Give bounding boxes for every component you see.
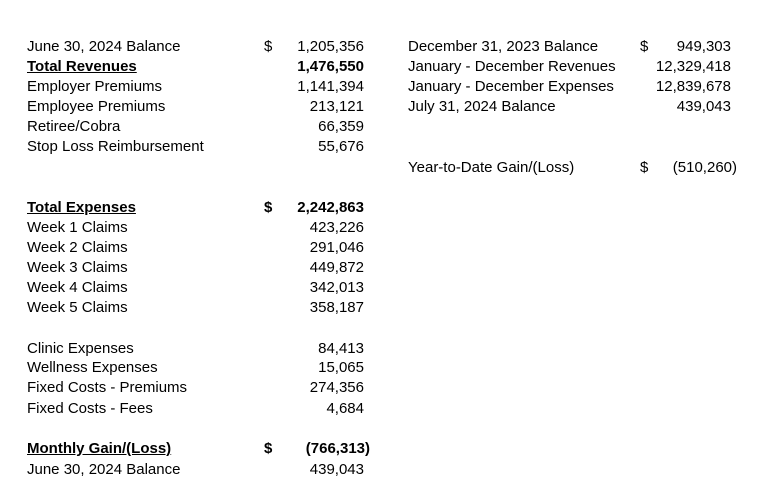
revenue-item-label: Stop Loss Reimbursement	[27, 138, 204, 155]
claims-label: Week 4 Claims	[27, 279, 128, 296]
other-expense-value: 15,065	[318, 359, 364, 376]
other-expense-value: 274,356	[309, 379, 364, 396]
ytd-closing-balance-value: 439,043	[676, 98, 731, 115]
ytd-revenues-value: 12,329,418	[655, 58, 731, 75]
opening-balance-value: 1,205,356	[297, 38, 364, 55]
claims-value: 342,013	[309, 279, 364, 296]
ytd-expenses-label: January - December Expenses	[408, 78, 614, 95]
ytd-revenues-label: January - December Revenues	[408, 58, 616, 75]
closing-balance-value: 439,043	[309, 461, 364, 478]
revenue-item-value: 55,676	[318, 138, 364, 155]
opening-balance-label: June 30, 2024 Balance	[27, 38, 181, 55]
monthly-gain-loss-value: (766,313)	[305, 440, 370, 457]
other-expense-value: 84,413	[318, 340, 364, 357]
revenue-item-label: Employee Premiums	[27, 98, 166, 115]
other-expense-label: Clinic Expenses	[27, 340, 134, 357]
claims-label: Week 5 Claims	[27, 299, 128, 316]
currency-symbol: $	[640, 38, 649, 55]
claims-value: 449,872	[309, 259, 364, 276]
closing-balance-label: June 30, 2024 Balance	[27, 461, 181, 478]
revenue-item-value: 1,141,394	[297, 78, 364, 95]
other-expense-label: Fixed Costs - Fees	[27, 400, 153, 417]
ytd-closing-balance-label: July 31, 2024 Balance	[408, 98, 556, 115]
currency-symbol: $	[640, 159, 649, 176]
ytd-opening-balance-label: December 31, 2023 Balance	[408, 38, 599, 55]
total-expenses-label: Total Expenses	[27, 199, 136, 216]
claims-value: 291,046	[309, 239, 364, 256]
claims-label: Week 2 Claims	[27, 239, 128, 256]
claims-label: Week 3 Claims	[27, 259, 128, 276]
other-expense-value: 4,684	[326, 400, 364, 417]
revenue-item-label: Retiree/Cobra	[27, 118, 121, 135]
ytd-opening-balance-value: 949,303	[676, 38, 731, 55]
ytd-expenses-value: 12,839,678	[655, 78, 731, 95]
ytd-gain-loss-label: Year-to-Date Gain/(Loss)	[408, 159, 575, 176]
other-expense-label: Wellness Expenses	[27, 359, 158, 376]
revenue-item-label: Employer Premiums	[27, 78, 163, 95]
claims-value: 358,187	[309, 299, 364, 316]
total-expenses-value: 2,242,863	[297, 199, 364, 216]
claims-value: 423,226	[309, 219, 364, 236]
currency-symbol: $	[264, 440, 273, 457]
revenue-item-value: 213,121	[309, 98, 364, 115]
other-expense-label: Fixed Costs - Premiums	[27, 379, 188, 396]
monthly-gain-loss-label: Monthly Gain/(Loss)	[27, 440, 172, 457]
total-revenues-label: Total Revenues	[27, 58, 137, 75]
ytd-gain-loss-value: (510,260)	[672, 159, 737, 176]
currency-symbol: $	[264, 199, 273, 216]
revenue-item-value: 66,359	[318, 118, 364, 135]
currency-symbol: $	[264, 38, 273, 55]
claims-label: Week 1 Claims	[27, 219, 128, 236]
total-revenues-value: 1,476,550	[297, 58, 364, 75]
